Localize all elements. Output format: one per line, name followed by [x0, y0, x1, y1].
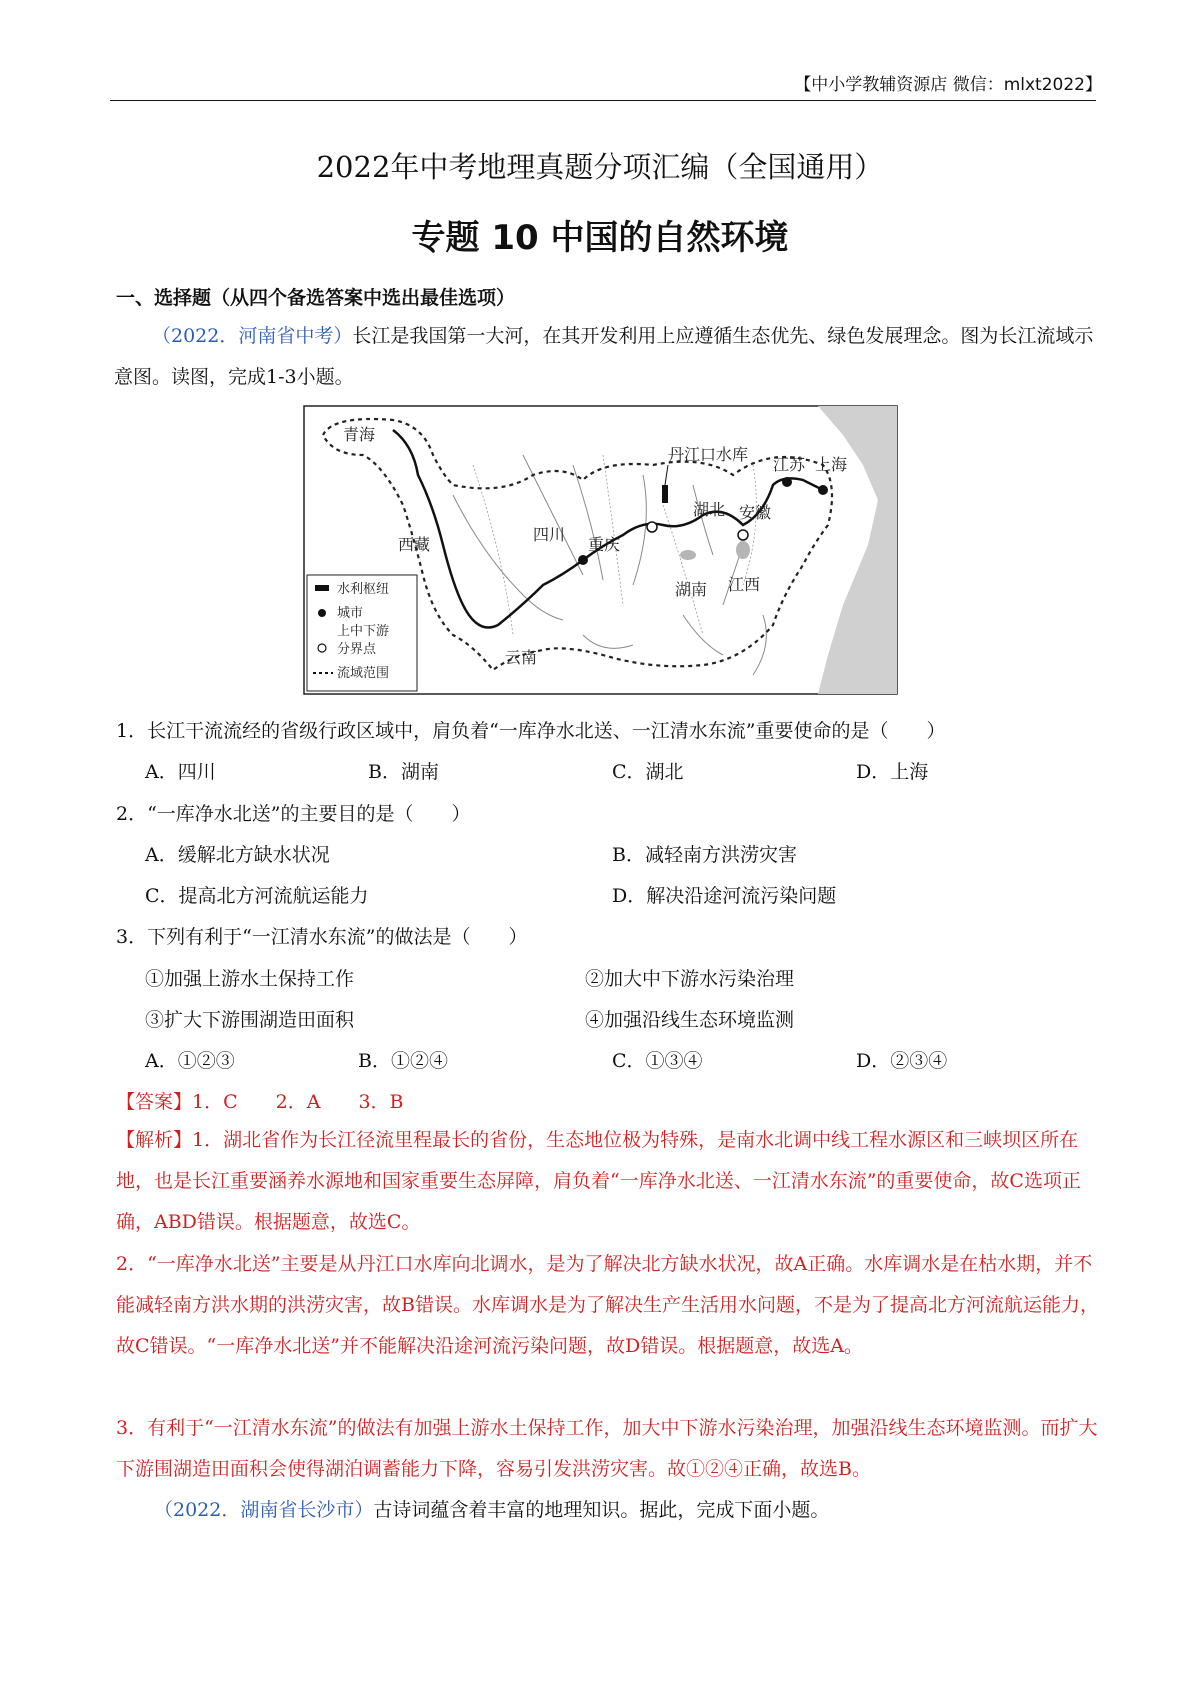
- analysis-paragraph-3: 3．有利于“一江清水东流”的做法有加强上游水土保持工作，加大中下游水污染治理，加强沿线生态环境监测。而扩大下游围湖造田面积会使得湖泊调蓄能力下降，容易引发洪涝灾害。故①②④正确，故选B。: [116, 1417, 1098, 1480]
- q3-option-b[interactable]: B．①②④: [358, 1050, 448, 1072]
- q3-option-c[interactable]: C．①③④: [612, 1050, 703, 1072]
- q2-option-d[interactable]: D．解决沿途河流污染问题: [612, 885, 837, 907]
- question-1-stem: 1．长江干流流经的省级行政区域中，肩负着“一库净水北送、一江清水东流”重要使命的是（ ）: [116, 720, 946, 742]
- answer-line: [116, 1087, 404, 1114]
- poyang-lake: [736, 541, 750, 559]
- q3-item-4: ④加强沿线生态环境监测: [585, 1009, 795, 1031]
- label-xizang: 西藏: [398, 535, 431, 554]
- label-jiangsu: 江苏: [773, 455, 806, 474]
- answer-label: 【答案】: [116, 1091, 193, 1113]
- intro-source-1: （2022．河南省中考）: [152, 325, 353, 347]
- svg-text:城市: 城市: [337, 606, 364, 621]
- document-subtitle: 专题 10 中国的自然环境: [411, 218, 789, 258]
- intro-source-2: （2022．湖南省长沙市）: [154, 1499, 374, 1521]
- section-heading: 一、选择题（从四个备选答案中选出最佳选项）: [116, 287, 516, 309]
- analysis-paragraph-2: 2．“一库净水北送”主要是从丹江口水库向北调水，是为了解决北方缺水状况，故A正确。水库调水是在枯水期，并不能减轻南方洪水期的洪涝灾害，故B错误。水库调水是为了解决生产生活用水问题，不是为了提高北方河流航运能力，故C错误。“一库净水北送”并不能解决沿途河流污染问题，故D错误。根据题意，故选A。: [116, 1253, 1099, 1357]
- label-danjiangkou: 丹江口水库: [668, 445, 749, 464]
- q2-option-a[interactable]: A．缓解北方缺水状况: [145, 844, 330, 866]
- intro-text-1: 长江是我国第一大河，在其开发利用上应遵循生态优先、绿色发展理念。图为长江流域示意图。读图，完成1-3小题。: [114, 325, 1094, 388]
- intro-paragraph-1: [114, 316, 1104, 398]
- q1-option-d[interactable]: D．上海: [856, 761, 929, 783]
- q2-option-c[interactable]: C．提高北方河流航运能力: [145, 885, 369, 907]
- answer-text: 1．C 2．A 3．B: [192, 1091, 404, 1113]
- label-yunnan: 云南: [505, 648, 538, 667]
- yangtze-basin-map: [303, 405, 898, 695]
- intro-text-2: 古诗词蕴含着丰富的地理知识。据此，完成下面小题。: [373, 1499, 830, 1521]
- q1-option-a[interactable]: A．四川: [145, 761, 216, 783]
- analysis-paragraph-1: [116, 1120, 1101, 1243]
- q3-item-1: ①加强上游水土保持工作: [145, 968, 355, 990]
- yichang-boundary-point: [647, 522, 657, 532]
- chongqing-city-dot: [578, 555, 588, 565]
- q3-option-a[interactable]: A．①②③: [145, 1050, 235, 1072]
- label-jiangxi: 江西: [728, 575, 761, 594]
- source-note: 【中小学教辅资源店 微信：mlxt2022】: [794, 75, 1102, 95]
- q1-option-c[interactable]: C．湖北: [612, 761, 684, 783]
- q3-option-d[interactable]: D．②③④: [856, 1050, 948, 1072]
- q3-item-2: ②加大中下游水污染治理: [585, 968, 795, 990]
- document-title: 2022年中考地理真题分项汇编（全国通用）: [316, 150, 884, 184]
- map-legend: [307, 575, 417, 691]
- label-chongqing: 重庆: [588, 535, 621, 554]
- svg-text:水利枢纽: 水利枢纽: [337, 582, 390, 597]
- q3-item-3: ③扩大下游围湖造田面积: [145, 1009, 355, 1031]
- dongting-lake: [680, 550, 696, 560]
- hukou-boundary-point: [738, 530, 748, 540]
- svg-text:流域范围: 流域范围: [337, 666, 390, 681]
- analysis-text-1: 1．湖北省作为长江径流里程最长的省份，生态地位极为特殊，是南水北调中线工程水源区和三峡坝区所在地，也是长江重要涵养水源地和国家重要生态屏障，肩负着“一库净水北送、一江清水东流”的重要使命，故C选项正确，ABD错误。根据题意，故选C。: [116, 1129, 1081, 1233]
- label-qinghai: 青海: [343, 425, 376, 444]
- header-divider: [110, 100, 1096, 101]
- label-hunan: 湖南: [675, 580, 708, 599]
- label-sichuan: 四川: [533, 525, 566, 544]
- label-hubei: 湖北: [693, 500, 726, 519]
- svg-text:上中下游: 上中下游: [337, 624, 390, 639]
- question-3-stem: 3．下列有利于“一江清水东流”的做法是（ ）: [116, 926, 528, 948]
- shanghai-city-dot: [818, 485, 828, 495]
- label-anhui: 安徽: [739, 503, 772, 522]
- q2-option-b[interactable]: B．减轻南方洪涝灾害: [612, 844, 797, 866]
- svg-text:分界点: 分界点: [337, 642, 377, 657]
- q1-option-b[interactable]: B．湖南: [368, 761, 439, 783]
- analysis-label: 【解析】: [116, 1129, 193, 1151]
- question-2-stem: 2．“一库净水北送”的主要目的是（ ）: [116, 803, 471, 825]
- intro-paragraph-2: [116, 1490, 1101, 1531]
- danjiangkou-dam-symbol: [662, 485, 668, 503]
- jiangsu-city-dot: [782, 477, 792, 487]
- label-shanghai: 上海: [815, 455, 848, 474]
